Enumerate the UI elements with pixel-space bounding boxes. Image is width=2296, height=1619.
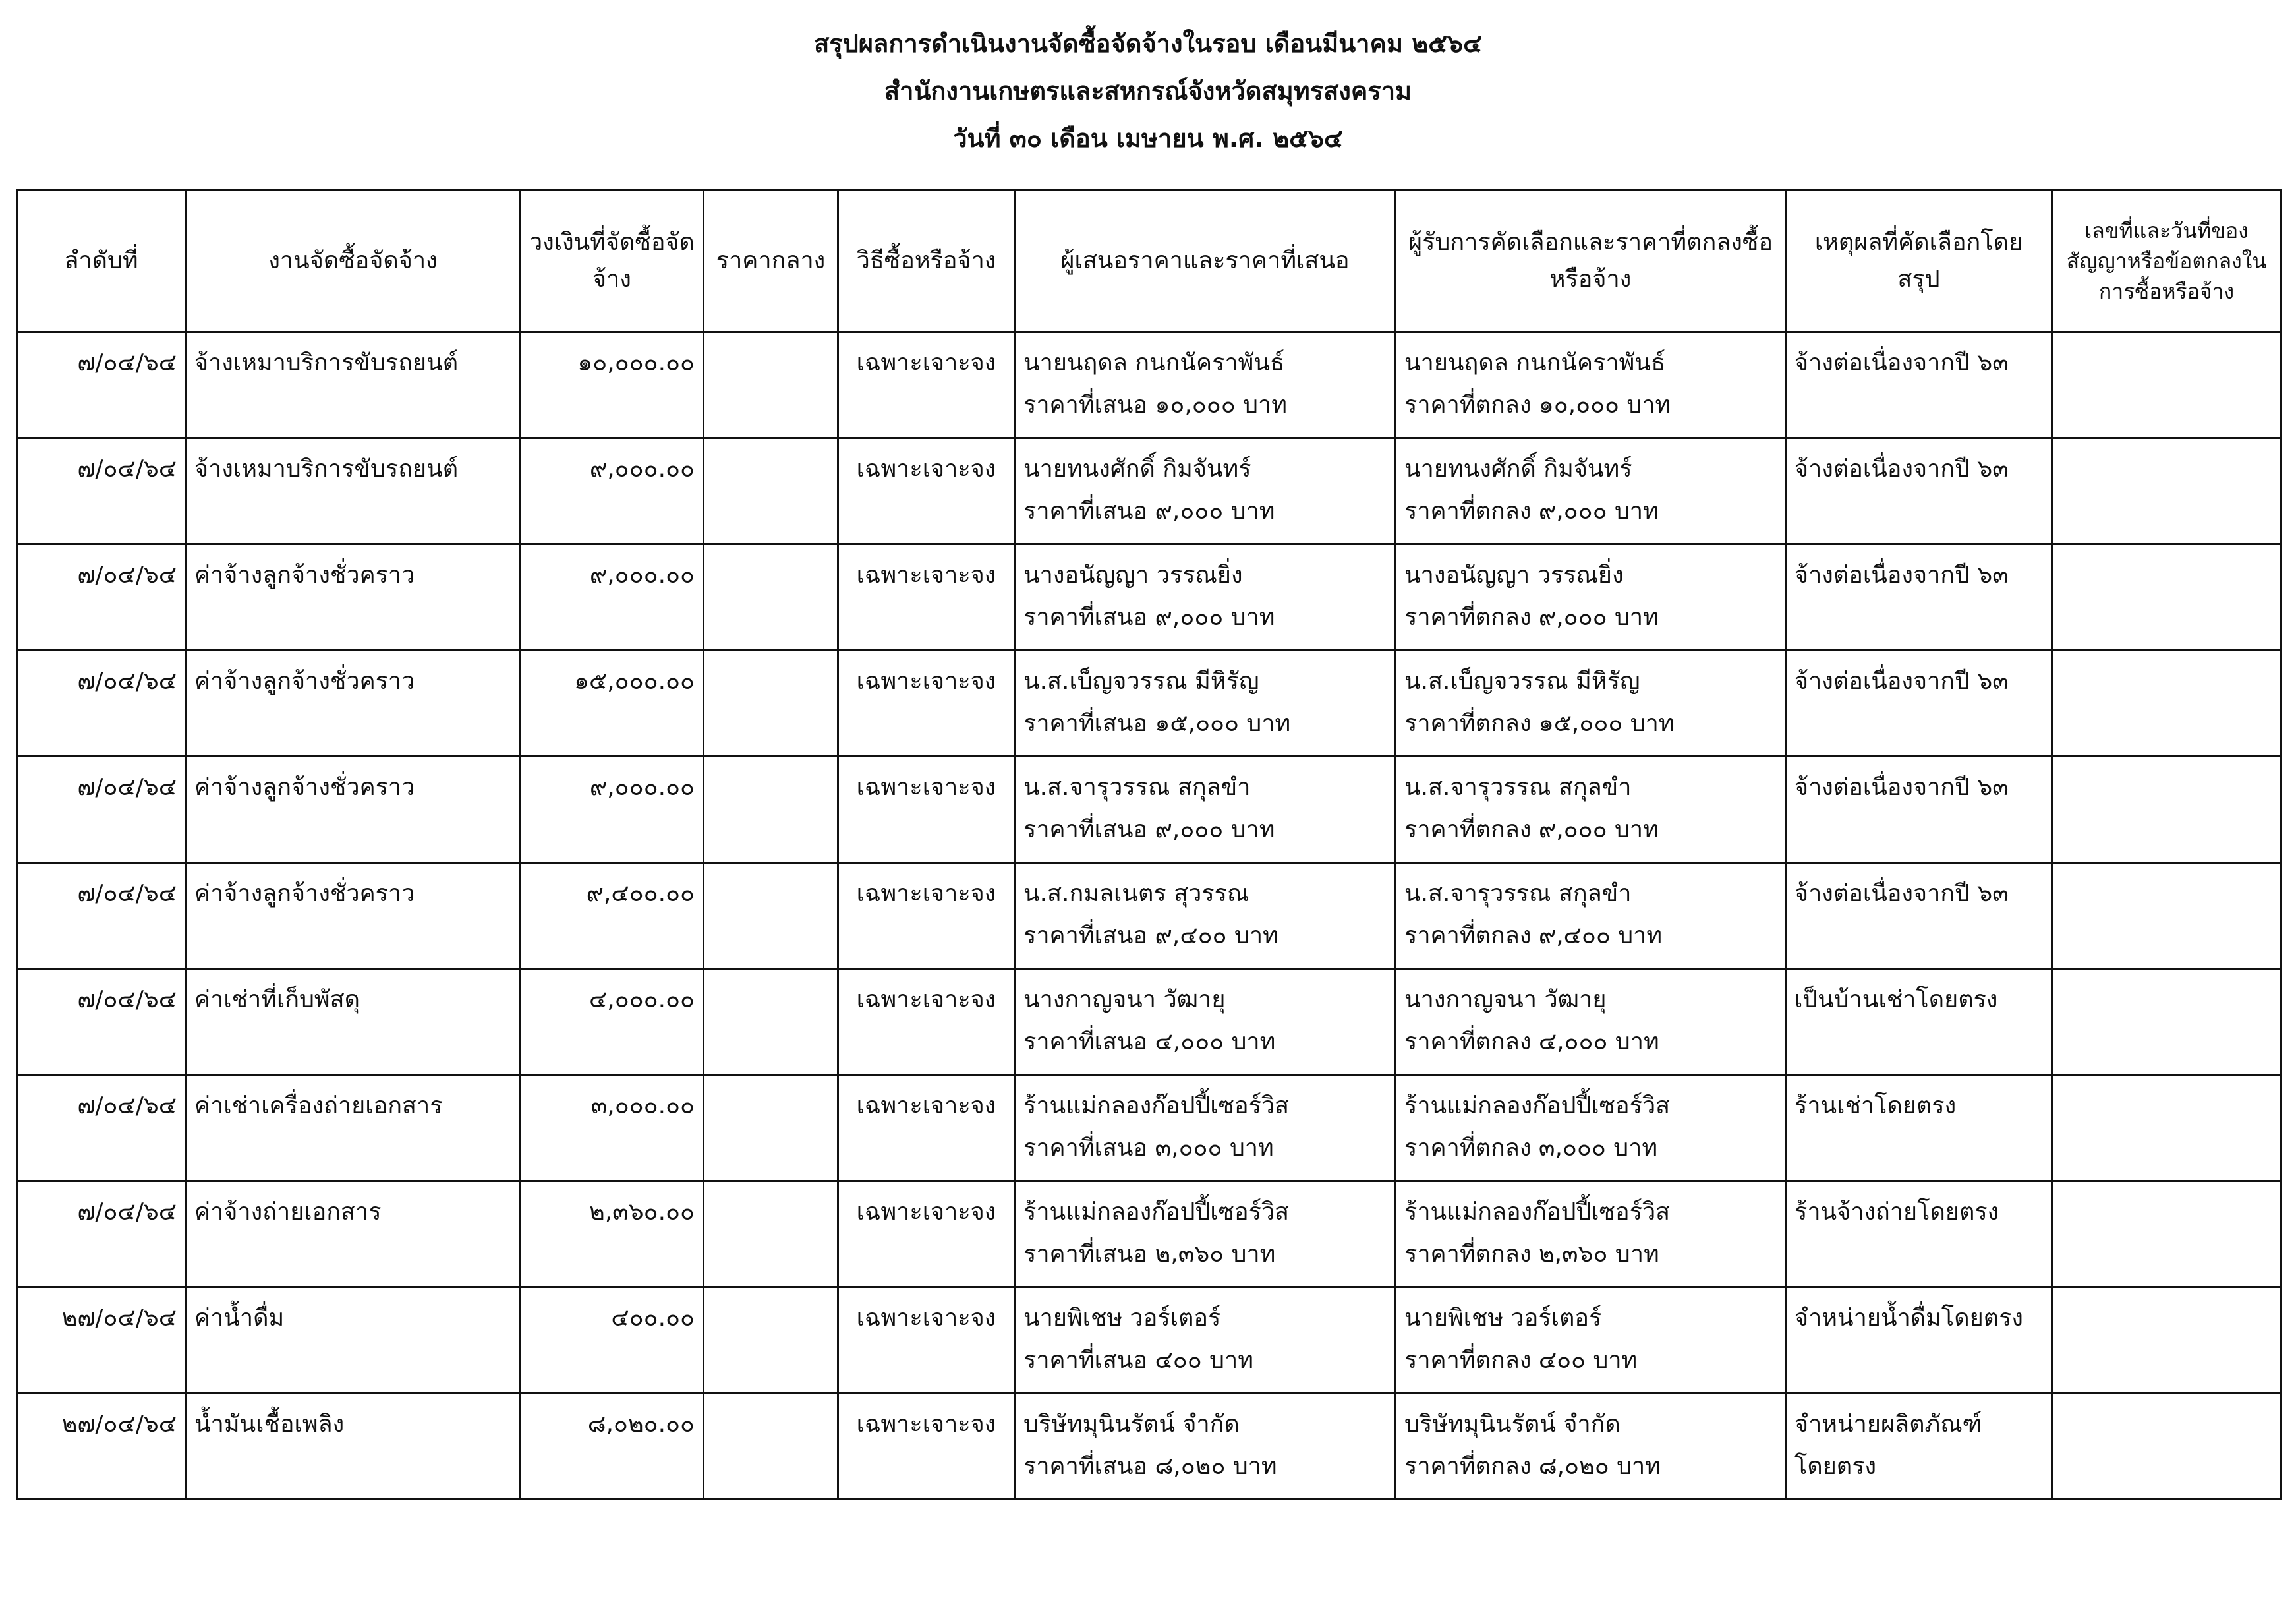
winner-name: น.ส.จารุวรรณ สกุลขำ [1404, 880, 1632, 907]
cell-method: เฉพาะเจาะจง [838, 757, 1015, 863]
table-row [17, 757, 2282, 863]
cell-winner [1396, 438, 1786, 545]
col-header-seq: ลำดับที่ [17, 191, 186, 332]
cell-seq: ๗/๐๔/๖๔ [17, 757, 186, 863]
winner-name: น.ส.เบ็ญจวรรณ มีหิรัญ [1404, 668, 1640, 695]
cell-budget: ๔๐๐.๐๐ [521, 1287, 704, 1394]
bidder-name: บริษัทมุนินรัตน์ จำกัด [1023, 1411, 1240, 1438]
cell-contract [2052, 1394, 2282, 1500]
cell-median-price [704, 332, 838, 438]
cell-winner [1396, 332, 1786, 438]
bid-price: ราคาที่เสนอ ๓,๐๐๐ บาท [1023, 1134, 1274, 1162]
reason-text: จำหน่ายผลิตภัณฑ์ [1794, 1411, 1982, 1438]
cell-median-price [704, 1181, 838, 1287]
reason-text: ร้านจ้างถ่ายโดยตรง [1794, 1198, 1999, 1225]
agreed-price: ราคาที่ตกลง ๙,๐๐๐ บาท [1404, 816, 1659, 843]
cell-seq: ๗/๐๔/๖๔ [17, 332, 186, 438]
cell-method: เฉพาะเจาะจง [838, 1181, 1015, 1287]
cell-reason [1786, 1287, 2052, 1394]
cell-item: ค่าจ้างลูกจ้างชั่วคราว [186, 863, 521, 969]
document-header [0, 20, 2296, 162]
cell-reason [1786, 438, 2052, 545]
agency-name: สำนักงานเกษตรและสหกรณ์จังหวัดสมุทรสงคราม [884, 76, 1412, 105]
table-row [17, 438, 2282, 545]
winner-name: น.ส.จารุวรรณ สกุลขำ [1404, 774, 1632, 801]
winner-name: นางกาญจนา วัฒายุ [1404, 986, 1607, 1013]
cell-bidder [1015, 651, 1396, 757]
cell-contract [2052, 1075, 2282, 1181]
cell-budget: ๑๐,๐๐๐.๐๐ [521, 332, 704, 438]
cell-seq: ๗/๐๔/๖๔ [17, 1075, 186, 1181]
bid-price: ราคาที่เสนอ ๙,๔๐๐ บาท [1023, 922, 1278, 949]
cell-bidder [1015, 863, 1396, 969]
bid-price: ราคาที่เสนอ ๙,๐๐๐ บาท [1023, 604, 1275, 631]
cell-bidder [1015, 1075, 1396, 1181]
cell-seq: ๗/๐๔/๖๔ [17, 1181, 186, 1287]
bidder-name: ร้านแม่กลองก๊อปปี้เซอร์วิส [1023, 1198, 1290, 1225]
cell-reason [1786, 969, 2052, 1075]
table-row [17, 1287, 2282, 1394]
cell-method: เฉพาะเจาะจง [838, 438, 1015, 545]
agreed-price: ราคาที่ตกลง ๔,๐๐๐ บาท [1404, 1028, 1659, 1055]
agreed-price: ราคาที่ตกลง ๓,๐๐๐ บาท [1404, 1134, 1658, 1162]
cell-budget: ๒,๓๖๐.๐๐ [521, 1181, 704, 1287]
cell-method: เฉพาะเจาะจง [838, 1075, 1015, 1181]
cell-contract [2052, 1287, 2282, 1394]
reason-text: จ้างต่อเนื่องจากปี ๖๓ [1794, 456, 2009, 483]
winner-name: นางอนัญญา วรรณยิ่ง [1404, 562, 1624, 589]
cell-budget: ๙,๐๐๐.๐๐ [521, 757, 704, 863]
bid-price: ราคาที่เสนอ ๙,๐๐๐ บาท [1023, 816, 1275, 843]
cell-method: เฉพาะเจาะจง [838, 545, 1015, 651]
agreed-price: ราคาที่ตกลง ๑๕,๐๐๐ บาท [1404, 710, 1675, 737]
cell-contract [2052, 969, 2282, 1075]
table-row [17, 1394, 2282, 1500]
procurement-table [16, 189, 2282, 1500]
cell-reason [1786, 1394, 2052, 1500]
bidder-name: น.ส.กมลเนตร สุวรรณ [1023, 880, 1249, 907]
cell-contract [2052, 545, 2282, 651]
bidder-name: นายนฤดล กนกนัคราพันธ์ [1023, 349, 1284, 376]
reason-text: จ้างต่อเนื่องจากปี ๖๓ [1794, 880, 2009, 907]
cell-method: เฉพาะเจาะจง [838, 651, 1015, 757]
winner-name: นายทนงศักดิ์ กิมจันทร์ [1404, 456, 1632, 483]
col-header-item: งานจัดซื้อจัดจ้าง [186, 191, 521, 332]
table-header-row [17, 191, 2282, 332]
table-row [17, 332, 2282, 438]
cell-median-price [704, 651, 838, 757]
cell-bidder [1015, 332, 1396, 438]
table-row [17, 863, 2282, 969]
cell-bidder [1015, 969, 1396, 1075]
bid-price: ราคาที่เสนอ ๔๐๐ บาท [1023, 1347, 1253, 1374]
cell-item: ค่าเช่าเครื่องถ่ายเอกสาร [186, 1075, 521, 1181]
cell-reason [1786, 332, 2052, 438]
bid-price: ราคาที่เสนอ ๑๕,๐๐๐ บาท [1023, 710, 1291, 737]
agreed-price: ราคาที่ตกลง ๔๐๐ บาท [1404, 1347, 1638, 1374]
cell-seq: ๒๗/๐๔/๖๔ [17, 1287, 186, 1394]
cell-winner [1396, 1394, 1786, 1500]
col-header-winner: ผู้รับการคัดเลือกและราคาที่ตกลงซื้อหรือจ้าง [1396, 191, 1786, 332]
bidder-name: ร้านแม่กลองก๊อปปี้เซอร์วิส [1023, 1092, 1290, 1119]
bid-price: ราคาที่เสนอ ๑๐,๐๐๐ บาท [1023, 392, 1287, 419]
col-header-median-price: ราคากลาง [704, 191, 838, 332]
cell-median-price [704, 438, 838, 545]
agreed-price: ราคาที่ตกลง ๙,๐๐๐ บาท [1404, 498, 1659, 525]
cell-budget: ๙,๔๐๐.๐๐ [521, 863, 704, 969]
reason-text-cont: โดยตรง [1794, 1453, 1877, 1480]
cell-reason [1786, 757, 2052, 863]
cell-bidder [1015, 1181, 1396, 1287]
agreed-price: ราคาที่ตกลง ๒,๓๖๐ บาท [1404, 1241, 1659, 1268]
winner-name: ร้านแม่กลองก๊อปปี้เซอร์วิส [1404, 1198, 1671, 1225]
col-header-budget: วงเงินที่จัดซื้อจัดจ้าง [521, 191, 704, 332]
col-header-contract: เลขที่และวันที่ของสัญญาหรือข้อตกลงในการซื้อหรือจ้าง [2052, 191, 2282, 332]
cell-winner [1396, 863, 1786, 969]
cell-median-price [704, 969, 838, 1075]
cell-reason [1786, 1181, 2052, 1287]
cell-median-price [704, 1394, 838, 1500]
cell-item: จ้างเหมาบริการขับรถยนต์ [186, 438, 521, 545]
bidder-name: นางกาญจนา วัฒายุ [1023, 986, 1226, 1013]
cell-item: ค่าจ้างลูกจ้างชั่วคราว [186, 757, 521, 863]
cell-reason [1786, 545, 2052, 651]
cell-seq: ๒๗/๐๔/๖๔ [17, 1394, 186, 1500]
cell-median-price [704, 1287, 838, 1394]
reason-text: จ้างต่อเนื่องจากปี ๖๓ [1794, 562, 2009, 589]
table-row [17, 969, 2282, 1075]
cell-bidder [1015, 757, 1396, 863]
cell-budget: ๙,๐๐๐.๐๐ [521, 545, 704, 651]
cell-item: จ้างเหมาบริการขับรถยนต์ [186, 332, 521, 438]
cell-median-price [704, 545, 838, 651]
col-header-reason: เหตุผลที่คัดเลือกโดยสรุป [1786, 191, 2052, 332]
cell-budget: ๔,๐๐๐.๐๐ [521, 969, 704, 1075]
cell-method: เฉพาะเจาะจง [838, 332, 1015, 438]
bid-price: ราคาที่เสนอ ๒,๓๖๐ บาท [1023, 1241, 1276, 1268]
cell-contract [2052, 863, 2282, 969]
cell-contract [2052, 651, 2282, 757]
cell-budget: ๘,๐๒๐.๐๐ [521, 1394, 704, 1500]
table-row [17, 1181, 2282, 1287]
bid-price: ราคาที่เสนอ ๔,๐๐๐ บาท [1023, 1028, 1276, 1055]
agreed-price: ราคาที่ตกลง ๙,๐๐๐ บาท [1404, 604, 1659, 631]
cell-bidder [1015, 438, 1396, 545]
cell-bidder [1015, 1394, 1396, 1500]
document-date: วันที่ ๓๐ เดือน เมษายน พ.ศ. ๒๕๖๔ [953, 124, 1343, 153]
cell-winner [1396, 545, 1786, 651]
winner-name: นายพิเชษ วอร์เตอร์ [1404, 1305, 1602, 1332]
cell-median-price [704, 863, 838, 969]
cell-winner [1396, 757, 1786, 863]
cell-budget: ๙,๐๐๐.๐๐ [521, 438, 704, 545]
bidder-name: นายพิเชษ วอร์เตอร์ [1023, 1305, 1221, 1332]
table-row [17, 1075, 2282, 1181]
reason-text: จำหน่ายน้ำดื่มโดยตรง [1794, 1305, 2023, 1332]
table-row [17, 545, 2282, 651]
cell-seq: ๗/๐๔/๖๔ [17, 651, 186, 757]
cell-contract [2052, 757, 2282, 863]
winner-name: นายนฤดล กนกนัคราพันธ์ [1404, 349, 1665, 376]
bidder-name: นายทนงศักดิ์ กิมจันทร์ [1023, 456, 1251, 483]
cell-bidder [1015, 545, 1396, 651]
cell-contract [2052, 1181, 2282, 1287]
cell-method: เฉพาะเจาะจง [838, 1287, 1015, 1394]
cell-seq: ๗/๐๔/๖๔ [17, 545, 186, 651]
cell-reason [1786, 651, 2052, 757]
cell-winner [1396, 969, 1786, 1075]
agreed-price: ราคาที่ตกลง ๙,๔๐๐ บาท [1404, 922, 1663, 949]
reason-text: จ้างต่อเนื่องจากปี ๖๓ [1794, 774, 2009, 801]
bid-price: ราคาที่เสนอ ๘,๐๒๐ บาท [1023, 1453, 1277, 1480]
bid-price: ราคาที่เสนอ ๙,๐๐๐ บาท [1023, 498, 1275, 525]
cell-item: ค่าจ้างถ่ายเอกสาร [186, 1181, 521, 1287]
bidder-name: น.ส.จารุวรรณ สกุลขำ [1023, 774, 1251, 801]
agreed-price: ราคาที่ตกลง ๑๐,๐๐๐ บาท [1404, 392, 1671, 419]
winner-name: ร้านแม่กลองก๊อปปี้เซอร์วิส [1404, 1092, 1671, 1119]
cell-winner [1396, 1181, 1786, 1287]
agreed-price: ราคาที่ตกลง ๘,๐๒๐ บาท [1404, 1453, 1661, 1480]
cell-item: ค่าจ้างลูกจ้างชั่วคราว [186, 545, 521, 651]
cell-method: เฉพาะเจาะจง [838, 863, 1015, 969]
bidder-name: นางอนัญญา วรรณยิ่ง [1023, 562, 1243, 589]
cell-winner [1396, 651, 1786, 757]
col-header-bidder: ผู้เสนอราคาและราคาที่เสนอ [1015, 191, 1396, 332]
cell-seq: ๗/๐๔/๖๔ [17, 969, 186, 1075]
bidder-name: น.ส.เบ็ญจวรรณ มีหิรัญ [1023, 668, 1259, 695]
reason-text: จ้างต่อเนื่องจากปี ๖๓ [1794, 668, 2009, 695]
cell-contract [2052, 438, 2282, 545]
cell-median-price [704, 757, 838, 863]
cell-winner [1396, 1287, 1786, 1394]
cell-item: ค่าเช่าที่เก็บพัสดุ [186, 969, 521, 1075]
cell-item: ค่าน้ำดื่ม [186, 1287, 521, 1394]
cell-seq: ๗/๐๔/๖๔ [17, 863, 186, 969]
cell-seq: ๗/๐๔/๖๔ [17, 438, 186, 545]
reason-text: จ้างต่อเนื่องจากปี ๖๓ [1794, 349, 2009, 376]
cell-budget: ๓,๐๐๐.๐๐ [521, 1075, 704, 1181]
cell-median-price [704, 1075, 838, 1181]
cell-budget: ๑๕,๐๐๐.๐๐ [521, 651, 704, 757]
table-row [17, 651, 2282, 757]
col-header-method: วิธีซื้อหรือจ้าง [838, 191, 1015, 332]
cell-reason [1786, 863, 2052, 969]
cell-reason [1786, 1075, 2052, 1181]
cell-item: น้ำมันเชื้อเพลิง [186, 1394, 521, 1500]
cell-item: ค่าจ้างลูกจ้างชั่วคราว [186, 651, 521, 757]
document-title: สรุปผลการดำเนินงานจัดซื้อจัดจ้างในรอบ เดือนมีนาคม ๒๕๖๔ [814, 29, 1482, 58]
cell-method: เฉพาะเจาะจง [838, 969, 1015, 1075]
cell-contract [2052, 332, 2282, 438]
reason-text: ร้านเช่าโดยตรง [1794, 1092, 1957, 1119]
cell-bidder [1015, 1287, 1396, 1394]
reason-text: เป็นบ้านเช่าโดยตรง [1794, 986, 1998, 1013]
winner-name: บริษัทมุนินรัตน์ จำกัด [1404, 1411, 1621, 1438]
cell-method: เฉพาะเจาะจง [838, 1394, 1015, 1500]
cell-winner [1396, 1075, 1786, 1181]
